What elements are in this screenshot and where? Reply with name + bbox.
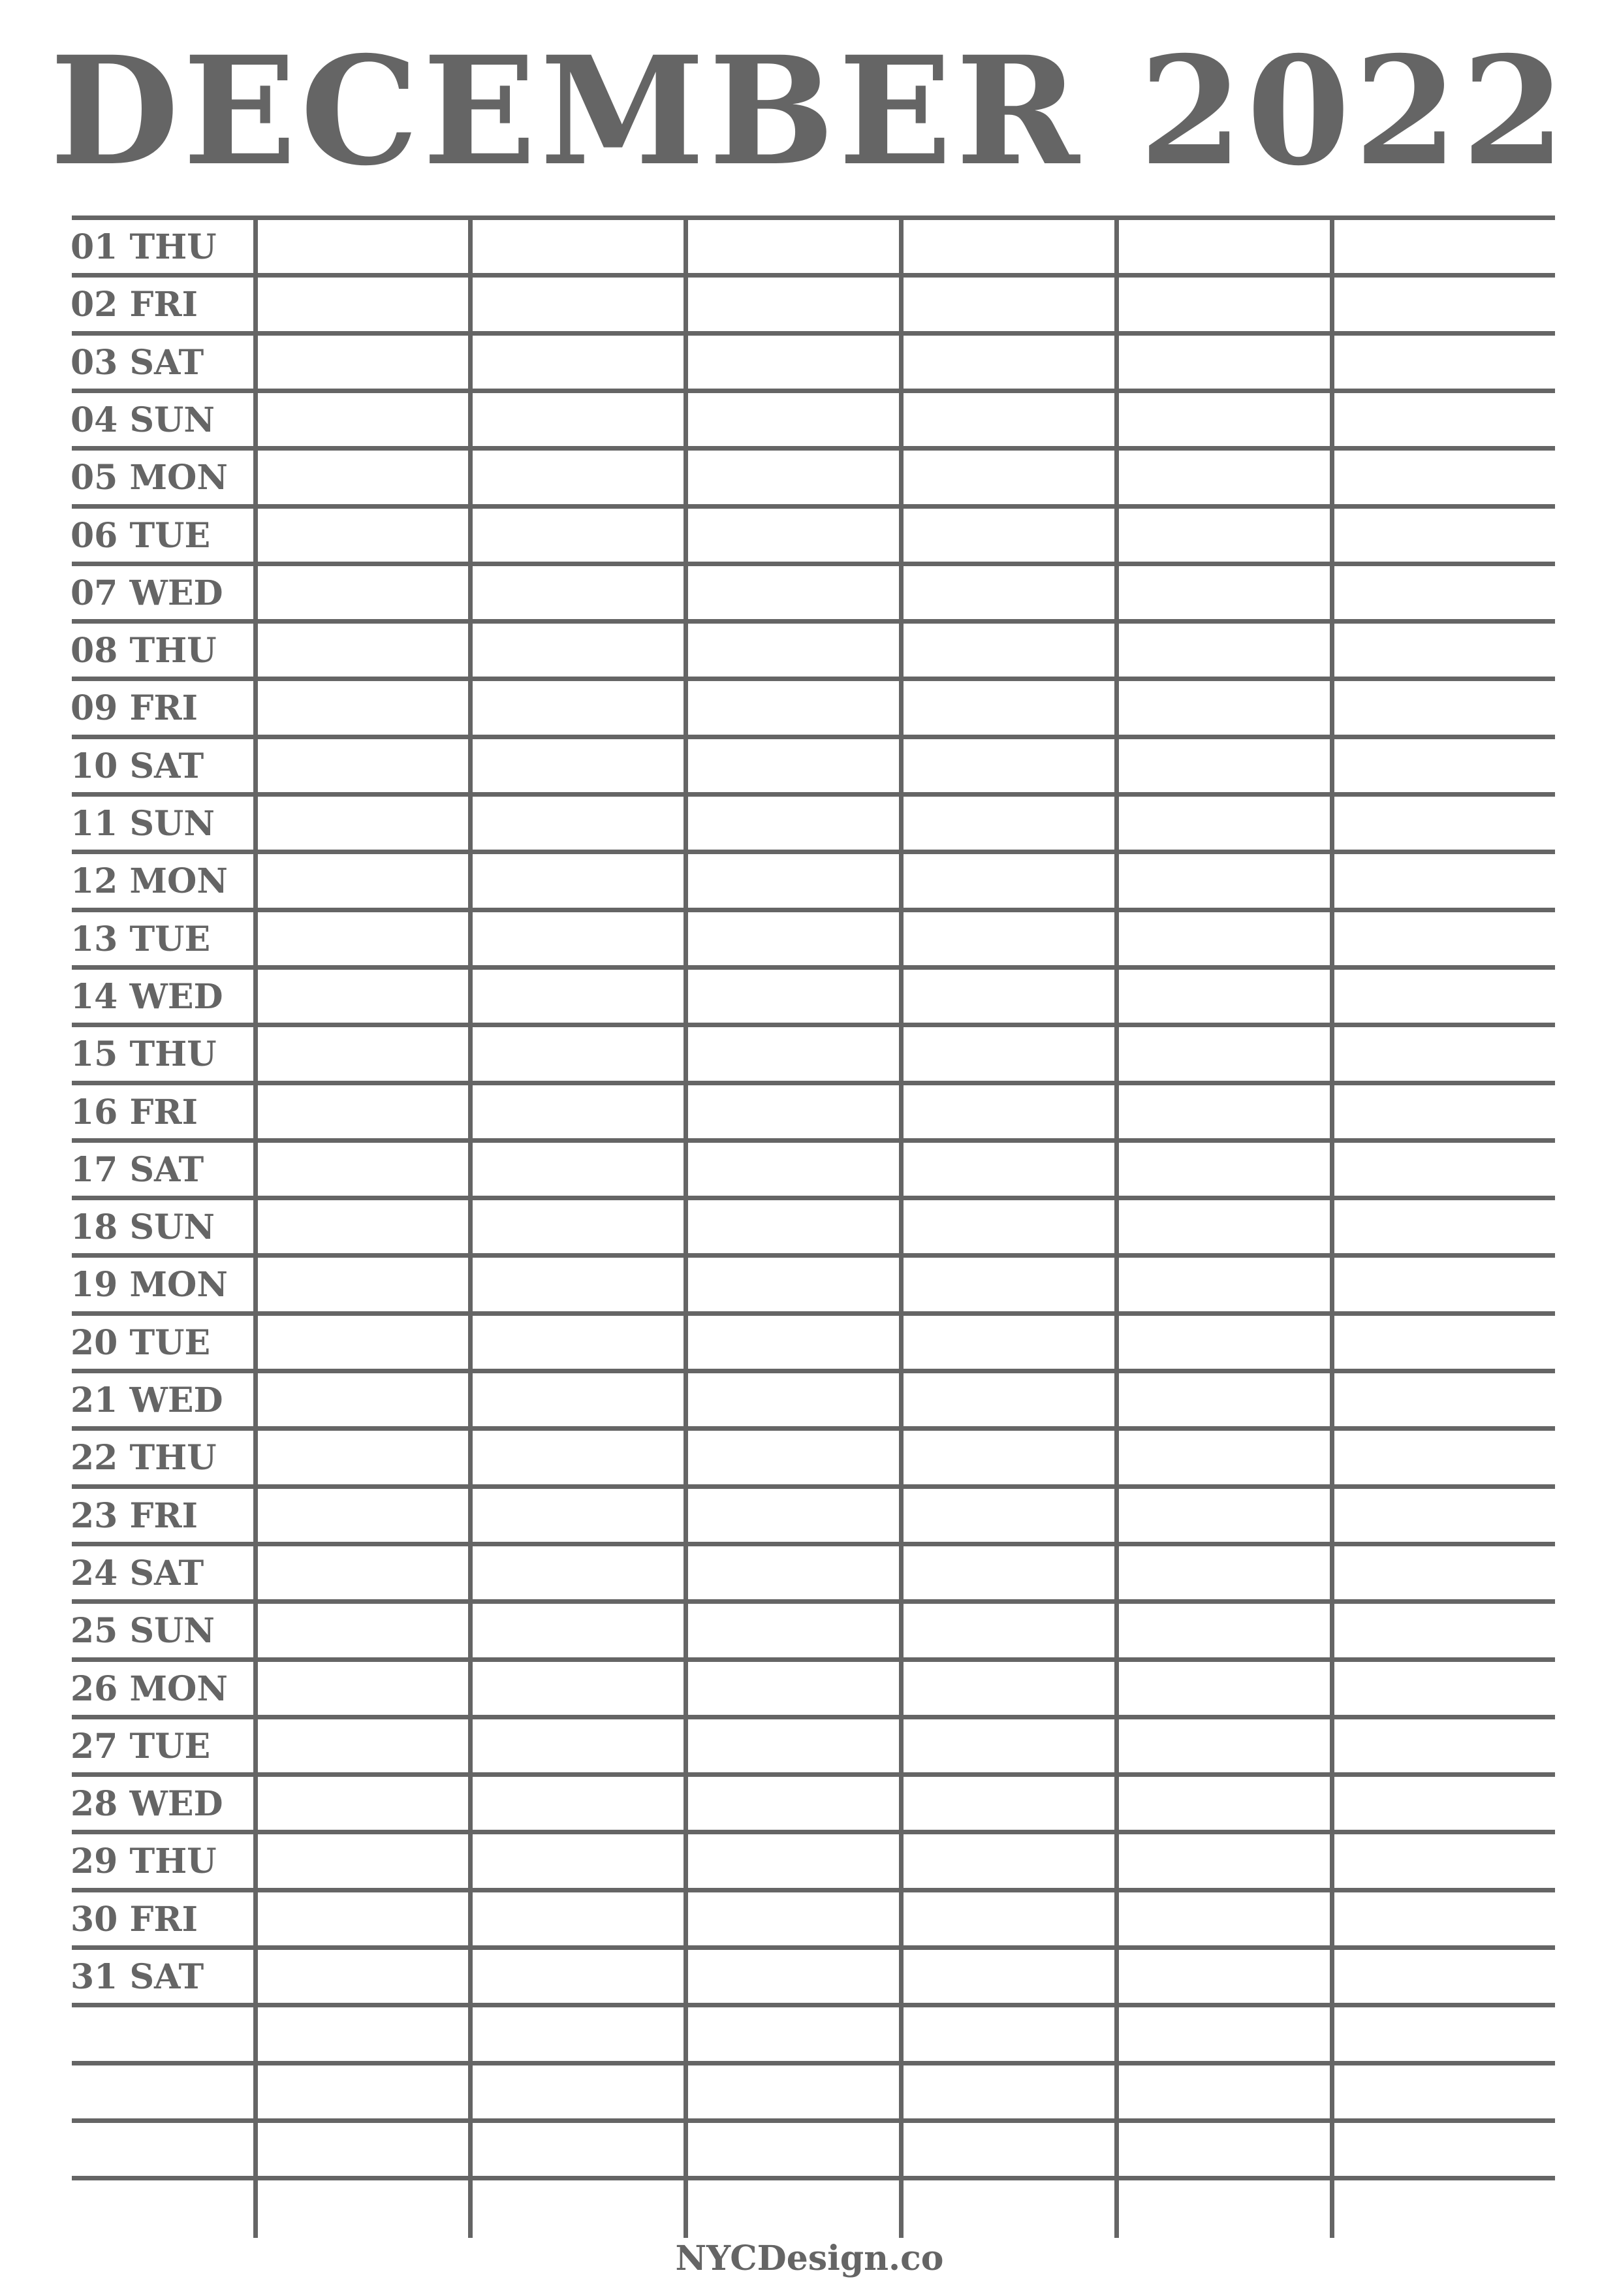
column-divider bbox=[1330, 217, 1334, 2238]
day-label: 17 SAT bbox=[71, 1150, 204, 1190]
page-title: DECEMBER 2022 bbox=[50, 24, 1569, 199]
column-divider bbox=[684, 217, 688, 2238]
day-label: 15 THU bbox=[71, 1034, 217, 1074]
day-label: 12 MON bbox=[71, 861, 228, 901]
day-label: 06 TUE bbox=[71, 516, 211, 556]
day-label: 23 FRI bbox=[71, 1496, 198, 1536]
day-label: 11 SUN bbox=[71, 804, 215, 844]
day-label: 10 SAT bbox=[71, 746, 204, 786]
day-label: 29 THU bbox=[71, 1842, 217, 1881]
day-label: 18 SUN bbox=[71, 1207, 215, 1247]
day-label: 20 TUE bbox=[71, 1323, 211, 1363]
column-divider bbox=[1114, 217, 1119, 2238]
day-label: 08 THU bbox=[71, 631, 217, 671]
column-divider bbox=[899, 217, 904, 2238]
day-label: 30 FRI bbox=[71, 1900, 198, 1939]
day-label: 26 MON bbox=[71, 1669, 228, 1709]
day-label: 16 FRI bbox=[71, 1092, 198, 1132]
day-label: 27 TUE bbox=[71, 1727, 211, 1766]
day-label: 19 MON bbox=[71, 1265, 228, 1305]
day-label: 24 SAT bbox=[71, 1554, 204, 1593]
day-label: 21 WED bbox=[71, 1380, 223, 1420]
column-divider bbox=[253, 217, 258, 2238]
column-divider bbox=[468, 217, 473, 2238]
day-label: 13 TUE bbox=[71, 919, 211, 959]
day-label: 07 WED bbox=[71, 573, 223, 613]
day-label: 04 SUN bbox=[71, 400, 215, 440]
day-label: 01 THU bbox=[71, 227, 217, 267]
day-label: 14 WED bbox=[71, 977, 223, 1017]
day-label: 28 WED bbox=[71, 1784, 223, 1824]
day-label: 22 THU bbox=[71, 1438, 217, 1478]
day-label: 31 SAT bbox=[71, 1957, 204, 1997]
day-label: 25 SUN bbox=[71, 1611, 215, 1651]
day-label: 03 SAT bbox=[71, 343, 204, 383]
day-label: 05 MON bbox=[71, 458, 228, 498]
footer-credit: NYCDesign.co bbox=[675, 2239, 944, 2278]
day-label: 09 FRI bbox=[71, 688, 198, 728]
day-label: 02 FRI bbox=[71, 285, 198, 325]
